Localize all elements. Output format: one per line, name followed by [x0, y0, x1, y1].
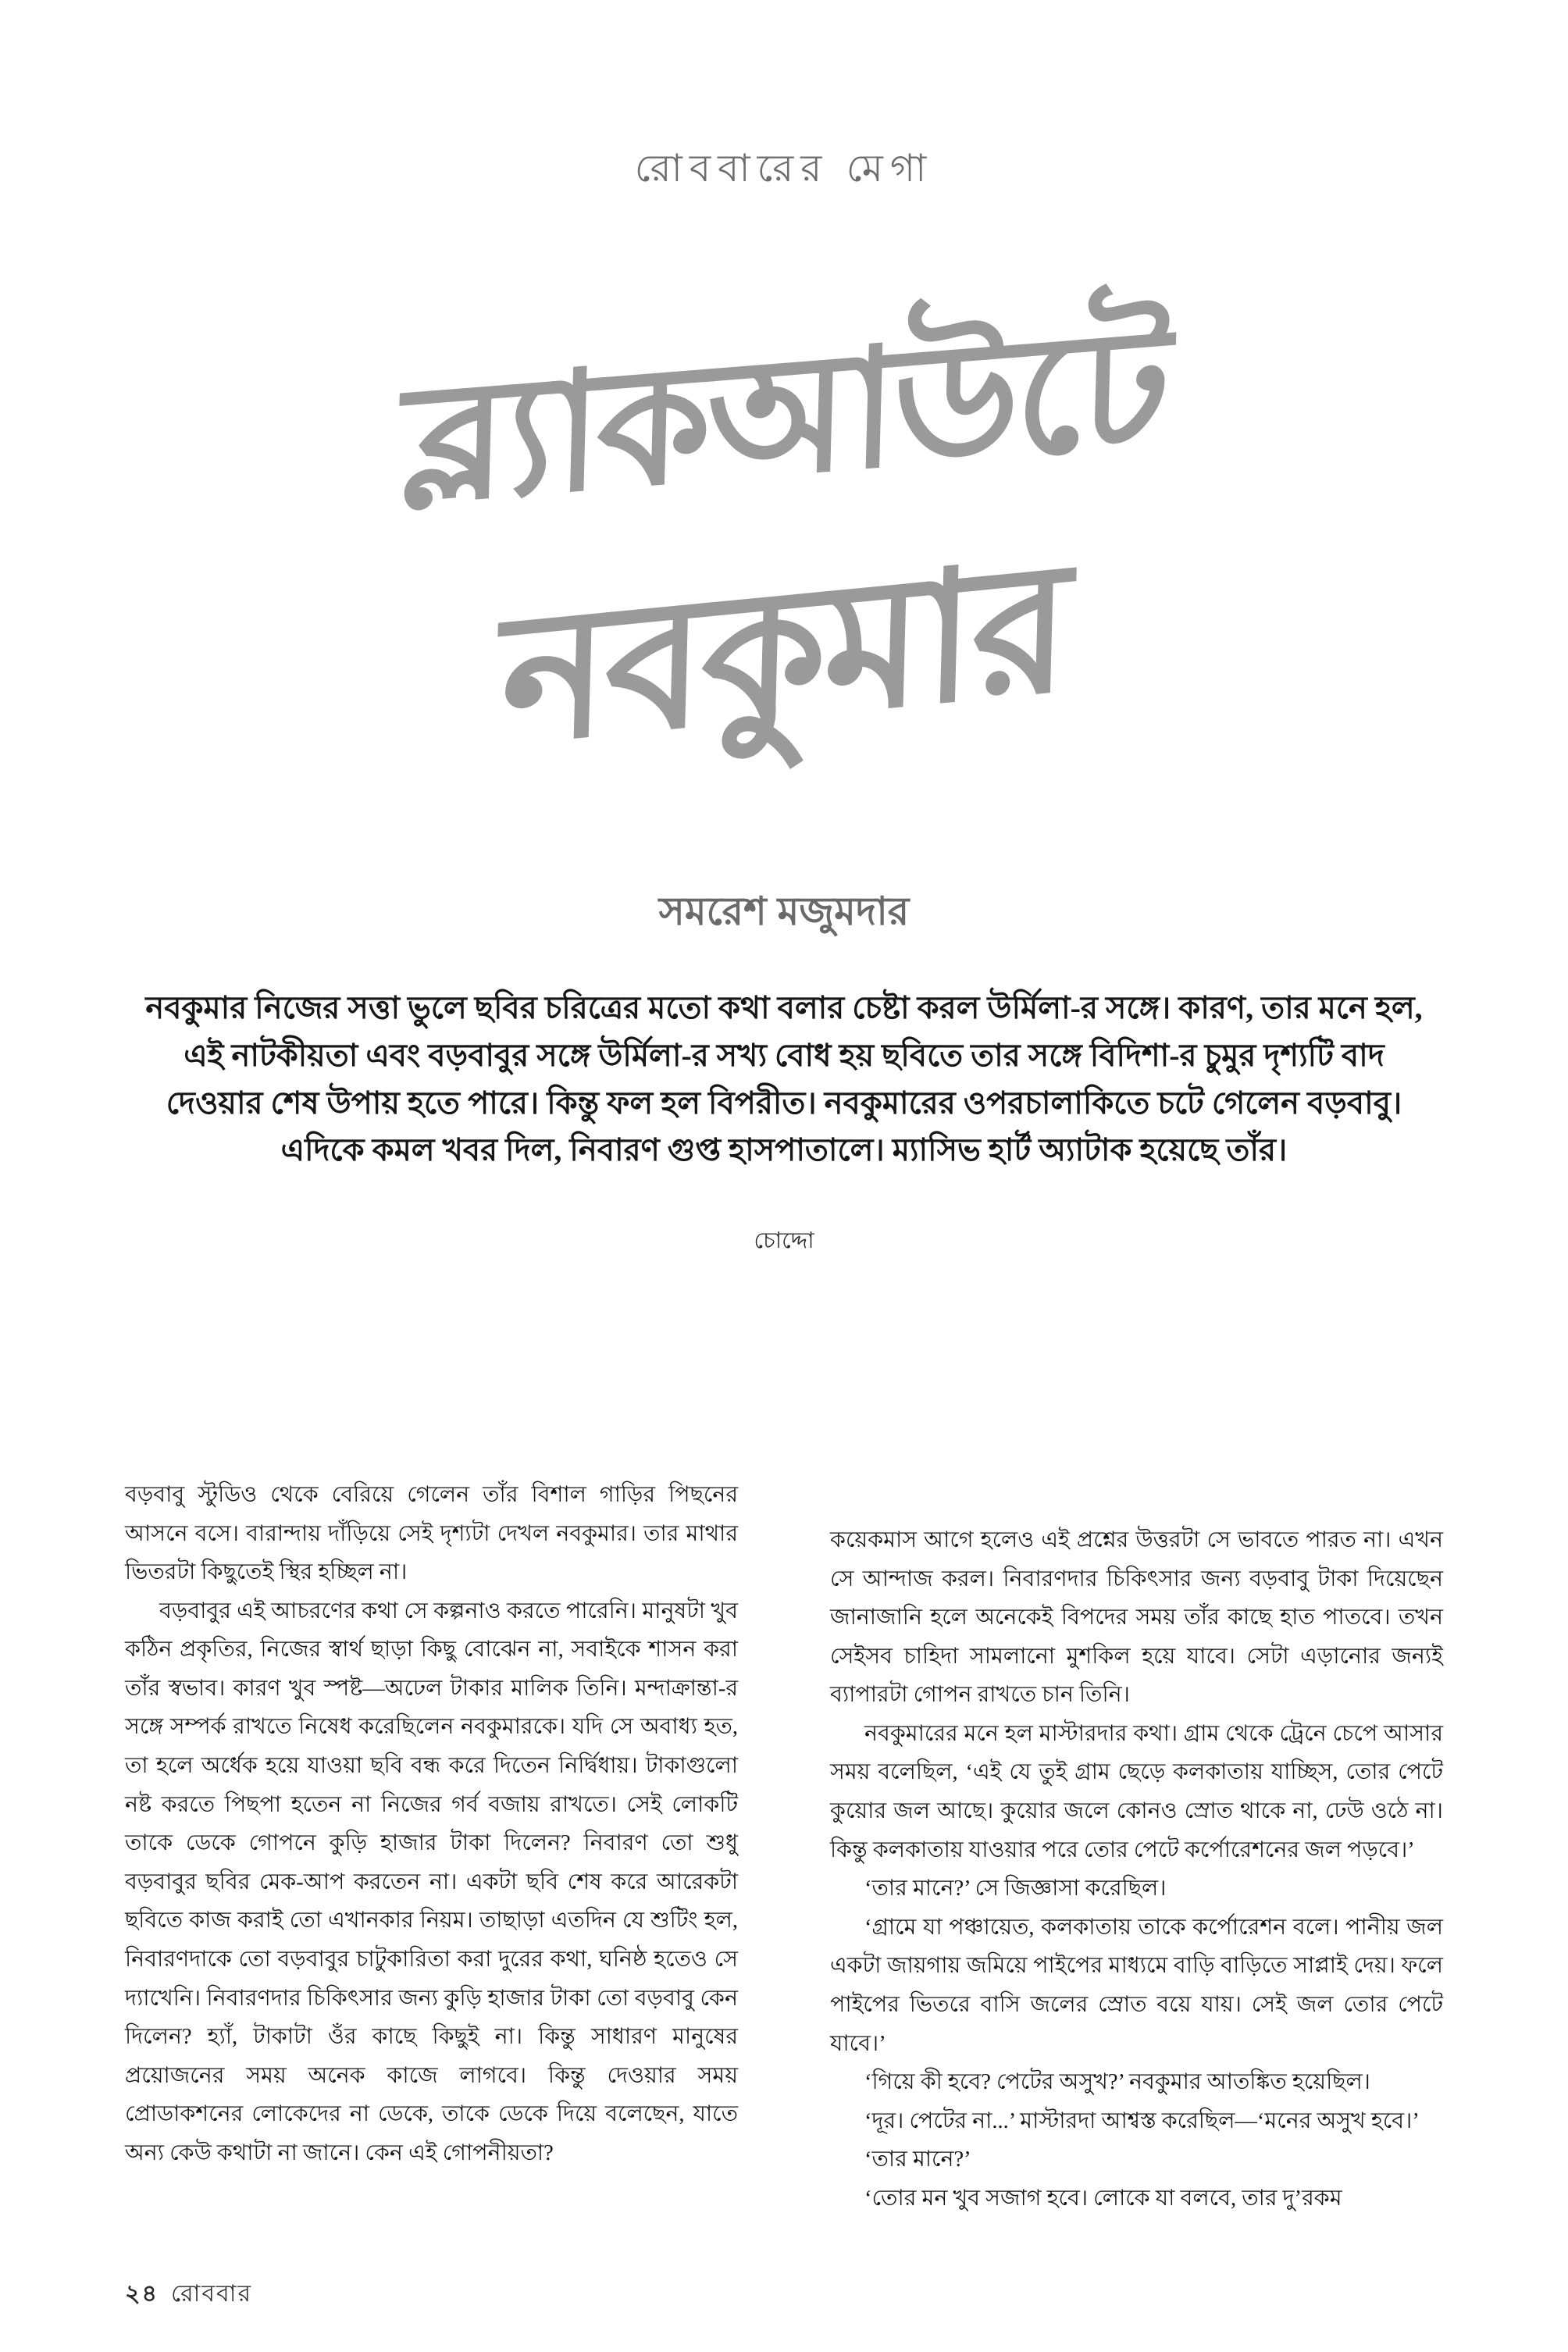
author-byline: সমরেশ মজুমদার	[658, 889, 910, 933]
title-logo	[0, 211, 1568, 898]
title-logo-line-2: নবকুমার	[498, 519, 1070, 786]
title-logo-line-1: ব্ল্যাকআউটে	[400, 287, 1168, 542]
paragraph: ‘তার মানে?’ সে জিজ্ঞাসা করেছিল।	[864, 1876, 1167, 1901]
paragraph: ‘তার মানে?’	[864, 2147, 971, 2172]
paragraph: ‘দূর। পেটের না...’ মাস্টারদা আশ্বস্ত করেছিল—‘মনের অসুখ হবে।’	[864, 2108, 1420, 2133]
body-column-right	[830, 1476, 1443, 2218]
paragraph: ‘গিয়ে কী হবে? পেটের অসুখ?’ নবকুমার আতঙ্কিত হয়েছিল।	[864, 2070, 1370, 2095]
paragraph: নবকুমারের মনে হল মাস্টারদার কথা। গ্রাম থেকে ট্রেনে চেপে আসার সময় বলেছিল, ‘এই যে তুই গ্রাম ছেড়ে কলকাতায় যাচ্ছিস, তোর পেটে কুয়োর জল আছে। কুয়োর জলে কোনও স্রোত থাকে না, ঢেউ ওঠে না। কিন্তু কলকাতায় যাওয়ার পরে তোর পেটে কর্পোরেশনের জল পড়বে।’	[830, 1721, 1443, 1862]
page-number: ২৪	[125, 2281, 159, 2307]
paragraph: কয়েকমাস আগে হলেও এই প্রশ্নের উত্তরটা সে ভাবতে পারত না। এখন সে আন্দাজ করল। নিবারণদার চিকিৎসার জন্য বড়বাবু টাকা দিয়েছেন জানাজানি হলে অনেকেই বিপদের সময় তাঁর কাছে হাত পাতবে। তখন সেইসব চাহিদা সামলানো মুশকিল হয়ে যাবে। সেটা এড়ানোর জন্যই ব্যাপারটা গোপন রাখতে চান তিনি।	[830, 1528, 1443, 1708]
paragraph: ‘তোর মন খুব সজাগ হবে। লোকে যা বলবে, তার দু’রকম	[864, 2186, 1342, 2211]
standfirst-intro: নবকুমার নিজের সত্তা ভুলে ছবির চরিত্রের মতো কথা বলার চেষ্টা করল উর্মিলা-র সঙ্গে। কারণ, তার মনে হল, এই নাটকীয়তা এবং বড়বাবুর সঙ্গে উর্মিলা-র সখ্য বোধ হয় ছবিতে তার সঙ্গে বিদিশা-র চুমুর দৃশ্যটি বাদ দেওয়ার শেষ উপায় হতে পারে। কিন্তু ফল হল বিপরীত। নবকুমারের ওপরচালাকিতে চটে গেলেন বড়বাবু। এদিকে কমল খবর দিল, নিবারণ গুপ্ত হাসপাতালে। ম্যাসিভ হার্ট অ্যাটাক হয়েছে তাঁর।	[145, 990, 1423, 1168]
chapter-heading: চোদ্দো	[754, 1228, 814, 1254]
paragraph: বড়বাবু স্টুডিও থেকে বেরিয়ে গেলেন তাঁর বিশাল গাড়ির পিছনের আসনে বসে। বারান্দায় দাঁড়িয়ে সেই দৃশ্যটা দেখল নবকুমার। তার মাথার ভিতরটা কিছুতেই স্থির হচ্ছিল না।	[125, 1483, 738, 1585]
body-column-left	[125, 1476, 738, 2218]
paragraph: বড়বাবুর এই আচরণের কথা সে কল্পনাও করতে পারেনি। মানুষটা খুব কঠিন প্রকৃতির, নিজের স্বার্থ ছাড়া কিছু বোঝেন না, সবাইকে শাসন করা তাঁর স্বভাব। কারণ খুব স্পষ্ট—অঢেল টাকার মালিক তিনি। মন্দাক্রান্তা-র সঙ্গে সম্পর্ক রাখতে নিষেধ করেছিলেন নবকুমারকে। যদি সে অবাধ্য হত, তা হলে অর্ধেক হয়ে যাওয়া ছবি বন্ধ করে দিতেন নির্দ্বিধায়। টাকাগুলো নষ্ট করতে পিছপা হতেন না নিজের গর্ব বজায় রাখতে। সেই লোকটি তাকে ডেকে গোপনে কুড়ি হাজার টাকা দিলেন? নিবারণ তো শুধু বড়বাবুর ছবির মেক-আপ করতেন না। একটা ছবি শেষ করে আরেকটা ছবিতে কাজ করাই তো এখানকার নিয়ম। তাছাড়া এতদিন যে শুটিং হল, নিবারণদাকে তো বড়বাবুর চাটুকারিতা করা দুরের কথা, ঘনিষ্ঠ হতেও সে দ্যাখেনি। নিবারণদার চিকিৎসার জন্য কুড়ি হাজার টাকা তো বড়বাবু কেন দিলেন? হ্যাঁ, টাকাটা ওঁর কাছে কিছুই না। কিন্তু সাধারণ মানুষের প্রয়োজনের সময় অনেক কাজে লাগবে। কিন্তু দেওয়ার সময় প্রোডাকশনের লোকেদের না ডেকে, তাকে ডেকে দিয়ে বলেছেন, যাতে অন্য কেউ কথাটা না জানে। কেন এই গোপনীয়তা?	[125, 1598, 738, 2165]
body-columns	[0, 1476, 1568, 2218]
kicker-text: রোববারের মেগা	[634, 148, 934, 190]
publication-name: রোববার	[170, 2281, 252, 2307]
page-footer	[125, 2275, 252, 2315]
paragraph: ‘গ্রামে যা পঞ্চায়েত, কলকাতায় তাকে কর্পোরেশন বলে। পানীয় জল একটা জায়গায় জমিয়ে পাইপের মাধ্যমে বাড়ি বাড়িতে সাপ্লাই দেয়। ফলে পাইপের ভিতরে বাসি জলের স্রোত বয়ে যায়। সেই জল তোর পেটে যাবে।’	[830, 1915, 1443, 2056]
